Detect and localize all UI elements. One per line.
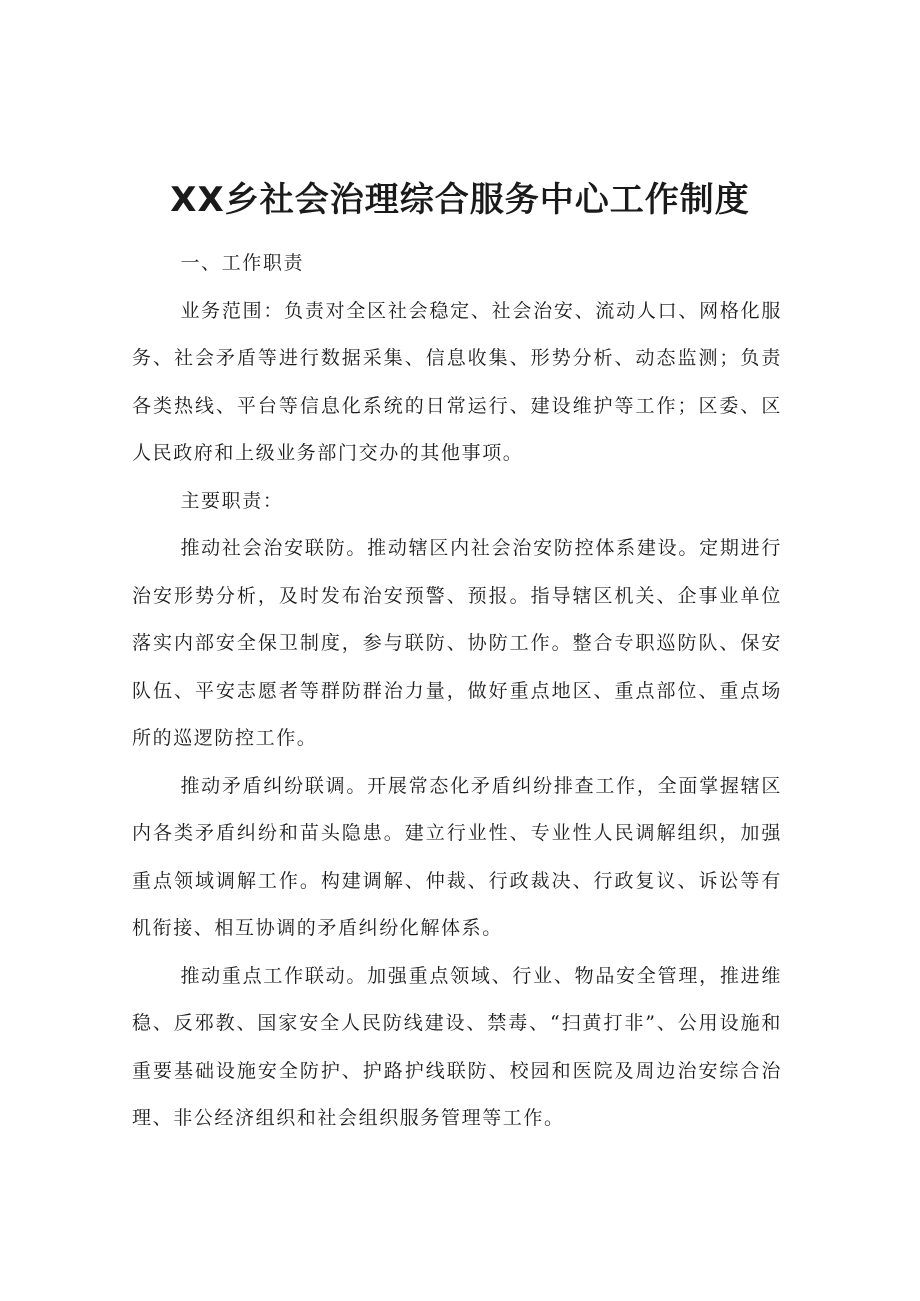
paragraph-dispute-mediation: 推动矛盾纠纷联调。开展常态化矛盾纠纷排查工作，全面掌握辖区内各类矛盾纠纷和苗头隐患。建立行业性、专业性人民调解组织，加强重点领域调解工作。构建调解、仲裁、行政裁决、行政复议、诉讼等有机衔接、相互协调的矛盾纠纷化解体系。	[132, 774, 782, 939]
paragraph-key-work-linkage: 推动重点工作联动。加强重点领域、行业、物品安全管理，推进维稳、反邪教、国家安全人民防线建设、禁毒、“扫黄打非”、公用设施和重要基础设施安全防护、护路护线联防、校园和医院及周边治安综合治理、非公经济组织和社会组织服务管理等工作。	[132, 964, 782, 1129]
section-heading-duties: 一、工作职责	[180, 252, 305, 274]
document-title: XX乡社会治理综合服务中心工作制度	[170, 180, 750, 220]
document-body	[132, 240, 782, 1143]
paragraph-public-security: 推动社会治安联防。推动辖区内社会治安防控体系建设。定期进行治安形势分析，及时发布治安预警、预报。指导辖区机关、企事业单位落实内部安全保卫制度，参与联防、协防工作。整合专职巡防队、保安队伍、平安志愿者等群防群治力量，做好重点地区、重点部位、重点场所的巡逻防控工作。	[132, 537, 782, 749]
subheading-main-duties: 主要职责：	[180, 489, 284, 512]
paragraph-business-scope: 业务范围：负责对全区社会稳定、社会治安、流动人口、网格化服务、社会矛盾等进行数据采集、信息收集、形势分析、动态监测；负责各类热线、平台等信息化系统的日常运行、建设维护等工作；区委、区人民政府和上级业务部门交办的其他事项。	[132, 299, 782, 464]
